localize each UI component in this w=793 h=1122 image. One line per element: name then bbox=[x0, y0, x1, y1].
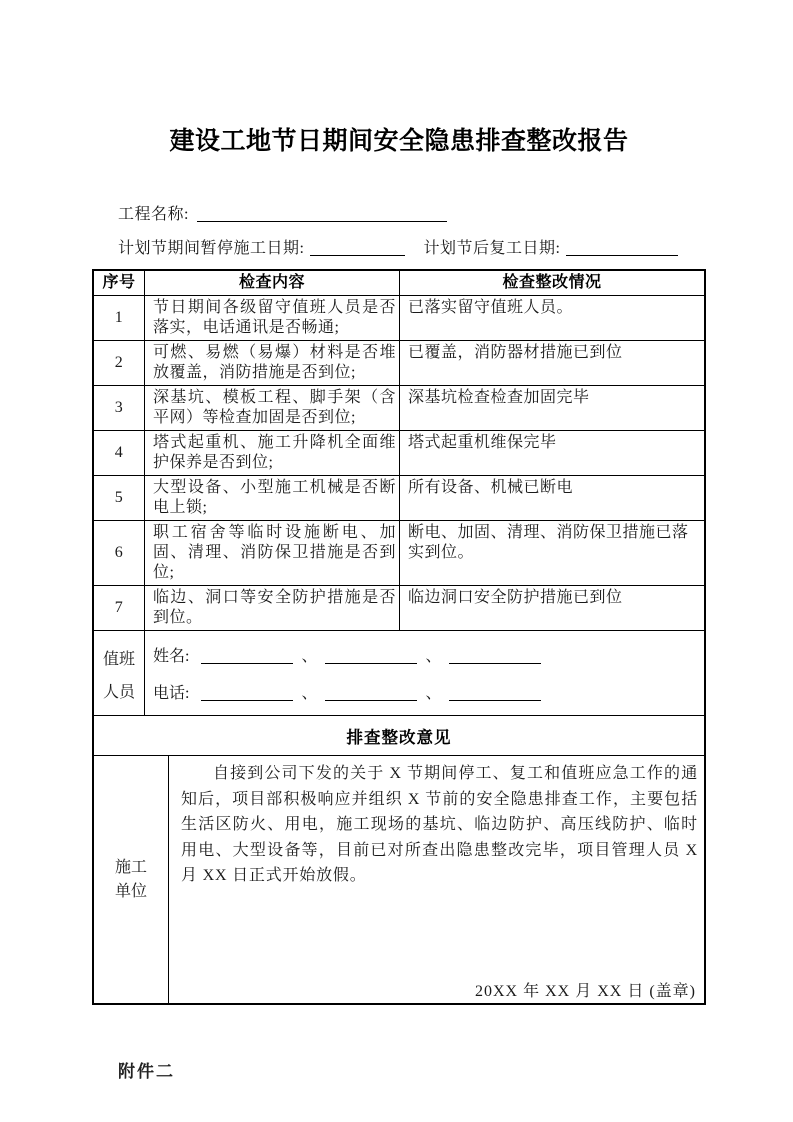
duty-name-blank-2[interactable] bbox=[325, 647, 417, 664]
duty-label-line2: 人员 bbox=[102, 684, 135, 701]
phone-separator: 、 bbox=[301, 685, 318, 702]
header-content: 检查内容 bbox=[145, 271, 400, 295]
check-status: 塔式起重机维保完毕 bbox=[408, 434, 557, 451]
header-no: 序号 bbox=[94, 271, 145, 295]
check-status: 深基坑检查检查加固完毕 bbox=[408, 389, 590, 406]
unit-label-line2: 单位 bbox=[114, 882, 147, 900]
form-header bbox=[118, 201, 706, 258]
opinion-title: 排查整改意见 bbox=[346, 728, 452, 747]
row-number: 5 bbox=[94, 476, 145, 520]
project-name-line bbox=[118, 201, 706, 224]
opinion-header-row bbox=[94, 715, 704, 755]
check-content: 大型设备、小型施工机械是否断电上锁; bbox=[145, 476, 400, 520]
table-row bbox=[94, 385, 704, 430]
stop-date-label: 计划节期间暂停施工日期: bbox=[118, 240, 305, 257]
duty-phone-blank-2[interactable] bbox=[325, 684, 417, 701]
project-name-blank[interactable] bbox=[197, 205, 447, 222]
row-number: 1 bbox=[94, 296, 145, 340]
name-separator: 、 bbox=[301, 648, 318, 665]
header-status: 检查整改情况 bbox=[502, 274, 602, 291]
page-title: 建设工地节日期间安全隐患排查整改报告 bbox=[169, 127, 629, 155]
phone-separator: 、 bbox=[425, 685, 442, 702]
stop-date-blank[interactable] bbox=[310, 239, 405, 256]
check-content: 临边、洞口等安全防护措施是否到位。 bbox=[145, 586, 400, 630]
duty-phone-label: 电话: bbox=[153, 685, 190, 702]
attachment-label: 附件二 bbox=[118, 1062, 175, 1081]
row-number: 4 bbox=[94, 431, 145, 475]
duty-phones-line bbox=[153, 680, 704, 703]
table-row bbox=[94, 340, 704, 385]
row-number: 3 bbox=[94, 386, 145, 430]
table-row bbox=[94, 475, 704, 520]
check-status: 所有设备、机械已断电 bbox=[408, 479, 574, 496]
duty-name-blank-3[interactable] bbox=[449, 647, 541, 664]
check-status: 已落实留守值班人员。 bbox=[408, 299, 574, 316]
check-content: 深基坑、模板工程、脚手架（含平网）等检查加固是否到位; bbox=[145, 386, 400, 430]
row-number: 7 bbox=[94, 586, 145, 630]
duty-fields bbox=[145, 631, 704, 715]
row-number: 6 bbox=[94, 521, 145, 585]
table-row bbox=[94, 585, 704, 630]
dates-line bbox=[118, 235, 706, 258]
check-content: 塔式起重机、施工升降机全面维护保养是否到位; bbox=[145, 431, 400, 475]
construction-unit-row bbox=[94, 755, 704, 1003]
duty-personnel-row bbox=[94, 630, 704, 715]
rectification-paragraph: 自接到公司下发的关于 X 节期间停工、复工和值班应急工作的通知后，项目部积极响应并组织 X 节前的安全隐患排查工作，主要包括生活区防火、用电，施工现场的基坑、临边防护、高压线防护、临时用电、大型设备等，目前已对所查出隐患整改完毕，项目管理人员 X 月 XX 日正式开始放假。 bbox=[181, 765, 698, 884]
seal-date: 20XX 年 XX 月 XX 日 (盖章) bbox=[475, 983, 696, 1000]
duty-name-blank-1[interactable] bbox=[201, 647, 293, 664]
duty-names-line bbox=[153, 643, 704, 666]
resume-date-label: 计划节后复工日期: bbox=[423, 240, 561, 257]
construction-unit-body bbox=[169, 756, 704, 1003]
check-status: 已覆盖，消防器材措施已到位 bbox=[408, 344, 623, 361]
unit-label-line1: 施工 bbox=[114, 858, 147, 876]
construction-unit-label bbox=[94, 756, 169, 1003]
table-row bbox=[94, 520, 704, 585]
resume-date-blank[interactable] bbox=[566, 239, 678, 256]
table-row bbox=[94, 430, 704, 475]
duty-label-line1: 值班 bbox=[102, 651, 135, 668]
check-status: 临边洞口安全防护措施已到位 bbox=[408, 589, 623, 606]
check-content: 可燃、易燃（易爆）材料是否堆放覆盖，消防措施是否到位; bbox=[145, 341, 400, 385]
name-separator: 、 bbox=[425, 648, 442, 665]
check-status: 断电、加固、清理、消防保卫措施已落实到位。 bbox=[408, 524, 689, 561]
table-row bbox=[94, 295, 704, 340]
duty-name-label: 姓名: bbox=[153, 648, 190, 665]
row-number: 2 bbox=[94, 341, 145, 385]
check-content: 职工宿舍等临时设施断电、加固、清理、消防保卫措施是否到位; bbox=[145, 521, 400, 585]
table-header-row bbox=[94, 271, 704, 295]
check-content: 节日期间各级留守值班人员是否落实，电话通讯是否畅通; bbox=[145, 296, 400, 340]
project-name-label: 工程名称: bbox=[118, 206, 189, 223]
duty-phone-blank-3[interactable] bbox=[449, 684, 541, 701]
duty-personnel-label bbox=[94, 631, 145, 715]
inspection-table bbox=[92, 269, 706, 1005]
duty-phone-blank-1[interactable] bbox=[201, 684, 293, 701]
